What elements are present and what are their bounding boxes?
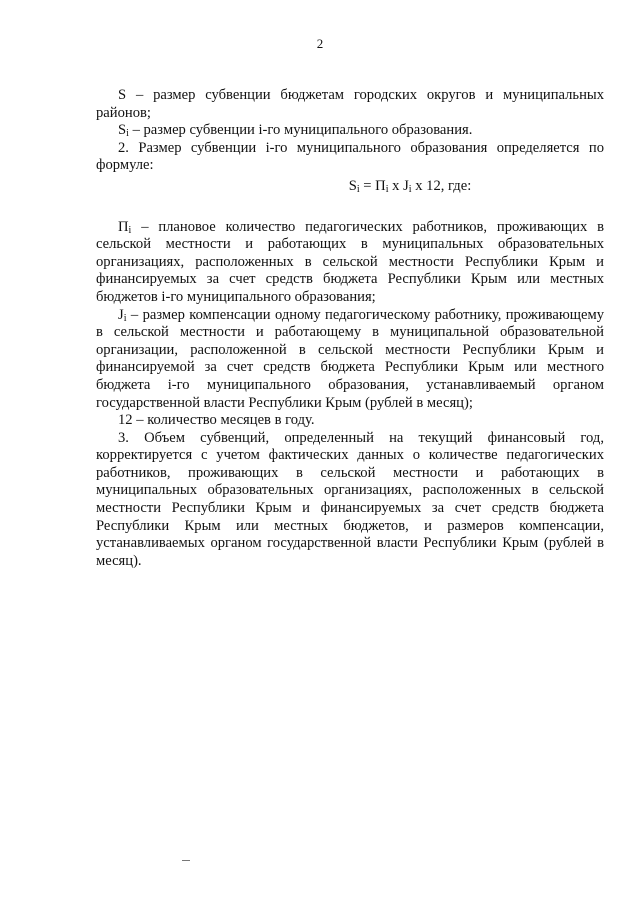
paragraph-j-definition (96, 307, 604, 413)
formula-times: x (388, 177, 404, 194)
formula (96, 178, 604, 196)
symbol-s: S (348, 177, 357, 194)
subscript-i: i (128, 224, 132, 236)
paragraph-text: – размер компенсации одному педагогическому работнику, проживающему в сельской местности и работающему в муниципальной образовательной организации, расположенной в сельской местности Республики Крым и финансируемой за счет средств бюджета Республики Крым или местного бюджета i-го муниципального образования, устанавливаемый органом государственной власти Республики Крым (рублей в месяц); (96, 306, 604, 411)
subscript-i: i (356, 183, 360, 195)
scan-artifact-mark (182, 860, 190, 861)
formula-tail: x 12, где: (411, 177, 472, 194)
paragraph-s-definition: S – размер субвенции бюджетам городских округов и муниципальных районов; (96, 87, 604, 121)
page-number: 2 (316, 36, 324, 51)
subscript-i: i (126, 128, 129, 140)
paragraph-pi-definition (96, 219, 604, 307)
paragraph-item-3: 3. Объем субвенций, определенный на текущий финансовый год, корректируется с учетом фактических данных о количестве педагогических работников, проживающих в сельской местности и работающих в муниципальных образовательных организациях, расположенных в сельской местности Республики Крым и финансируемых за счет средств бюджета Республики Крым или местных бюджетов, и размеров компенсации, устанавливаемых органом государственной власти Республики Крым (рублей в месяц). (96, 429, 604, 569)
subscript-i: i (408, 183, 412, 195)
paragraph-months: 12 – количество месяцев в году. (118, 412, 315, 429)
symbol-s: S (118, 122, 127, 139)
document-body (96, 87, 604, 570)
paragraph-si-definition (96, 122, 604, 140)
symbol-j: J (403, 177, 409, 194)
paragraph-formula-intro: 2. Размер субвенции i-го муниципального образования определяется по формуле: (96, 139, 604, 174)
formula-equals: = (359, 177, 376, 194)
symbol-pi: П (118, 218, 129, 235)
subscript-i: i (123, 312, 127, 324)
symbol-j: J (118, 306, 124, 323)
paragraph-text: – размер субвенции i-го муниципального образования. (132, 122, 473, 139)
subscript-i: i (385, 183, 389, 195)
symbol-pi: П (375, 177, 386, 194)
paragraph-text: – плановое количество педагогических работников, проживающих в сельской местности и работающих в муниципальных образовательных организациях, расположенных в сельской местности Республики Крым и финансируемых за счет средств бюджета Республики Крым или местных бюджетов i-го муниципального образования; (96, 218, 604, 305)
